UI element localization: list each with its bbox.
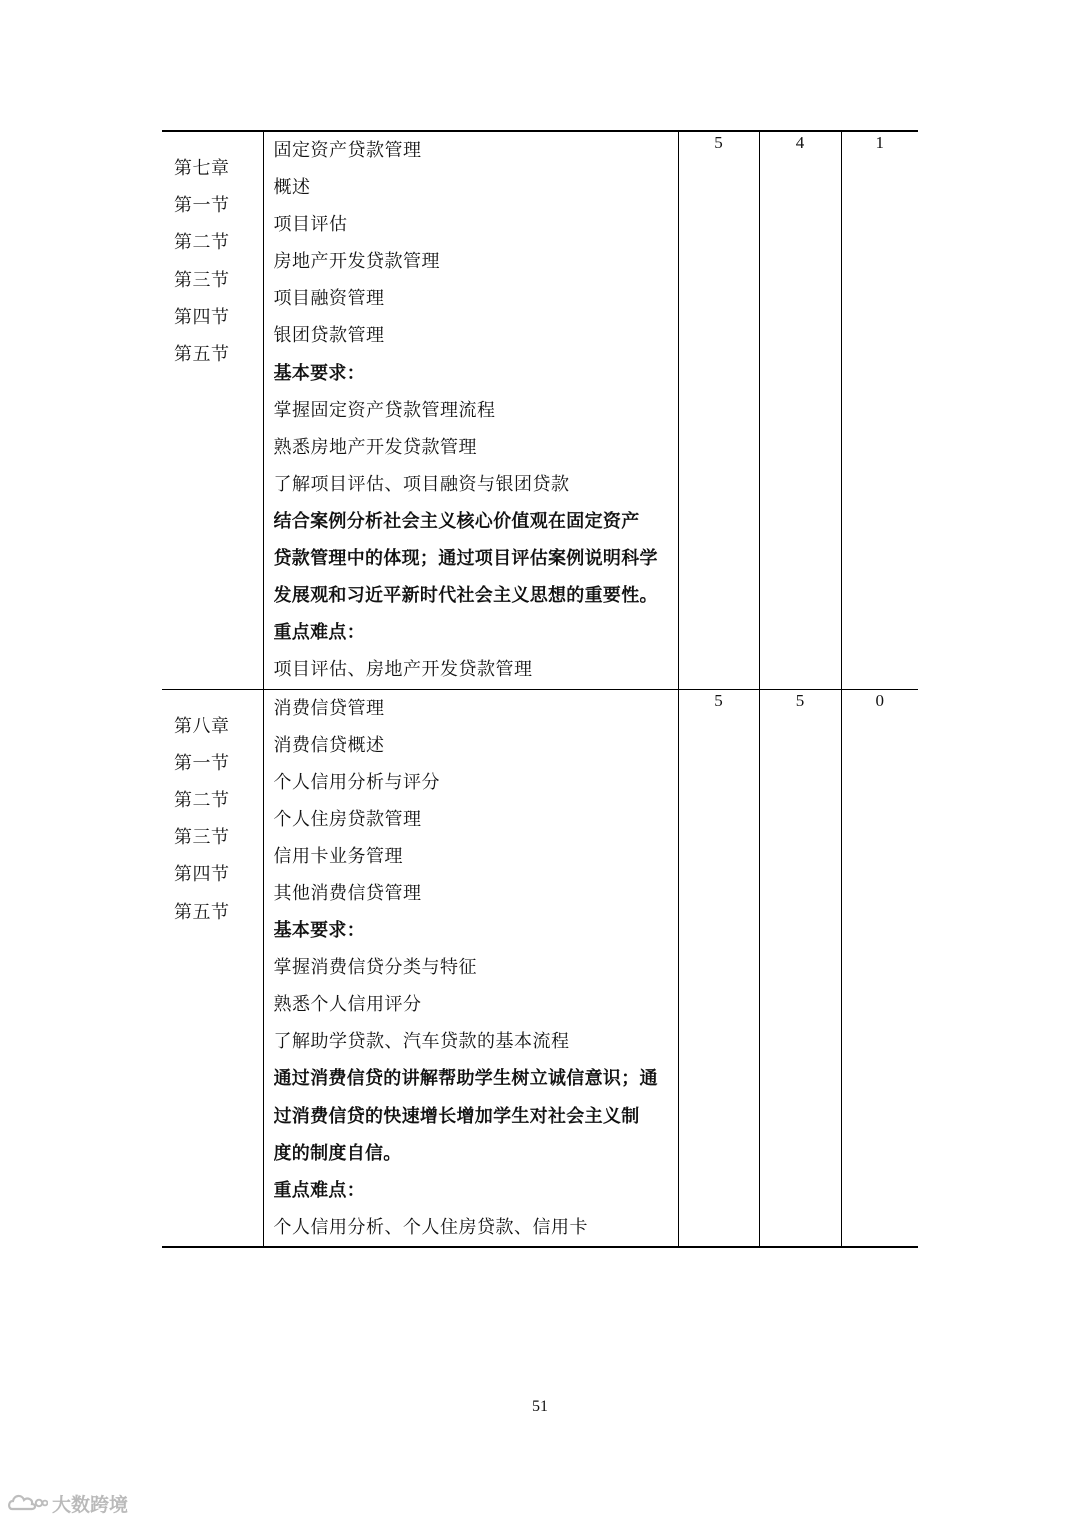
ideology-line: 发展观和习近平新时代社会主义思想的重要性。 (273, 585, 658, 607)
watermark (8, 1488, 128, 1518)
section-label: 第二节 (174, 232, 230, 254)
section-label: 第一节 (174, 752, 230, 774)
value-cell: 5 (678, 131, 759, 689)
requirement-item: 掌握消费信贷分类与特征 (273, 957, 477, 979)
ideology-line: 过消费信贷的快速增长增加学生对社会主义制 (273, 1105, 640, 1127)
value-cell: 4 (759, 131, 841, 689)
section-title: 概述 (273, 177, 311, 199)
ideology-line: 度的制度自信。 (273, 1142, 402, 1164)
watermark-text: 大数跨境 (52, 1493, 129, 1516)
chapter-title: 固定资产贷款管理 (273, 140, 422, 161)
content-cell (263, 131, 678, 689)
outline-cell (162, 131, 263, 689)
section-label: 第一节 (174, 195, 230, 217)
ideology-line: 贷款管理中的体现；通过项目评估案例说明科学 (273, 548, 658, 570)
chapter-title: 消费信贷管理 (273, 697, 385, 719)
value-cell: 1 (841, 131, 918, 689)
section-title: 个人住房贷款管理 (273, 808, 422, 830)
requirement-item: 掌握固定资产贷款管理流程 (273, 399, 496, 421)
section-label: 第三节 (174, 827, 230, 849)
section-label: 第四节 (174, 306, 230, 328)
key-points-text: 项目评估、房地产开发贷款管理 (273, 659, 533, 681)
requirement-item: 熟悉个人信用评分 (273, 994, 422, 1016)
value-cell: 5 (678, 689, 759, 1247)
section-label: 第二节 (174, 789, 230, 811)
section-label: 第五节 (174, 344, 230, 366)
section-title: 其他消费信贷管理 (273, 882, 422, 904)
key-points-heading: 重点难点： (273, 1179, 365, 1201)
section-label: 第四节 (174, 864, 230, 886)
outline-cell (162, 689, 263, 1247)
section-title: 项目评估 (273, 214, 348, 236)
syllabus-table (162, 130, 918, 1248)
section-title: 信用卡业务管理 (273, 845, 403, 867)
requirements-heading: 基本要求： (273, 362, 365, 384)
key-points-text: 个人信用分析、个人住房贷款、信用卡 (273, 1216, 588, 1238)
content-cell (263, 689, 678, 1247)
section-label: 第五节 (174, 901, 230, 923)
section-title: 银团贷款管理 (273, 325, 385, 347)
section-label: 第三节 (174, 269, 230, 291)
value-cell: 0 (841, 689, 918, 1247)
section-title: 房地产开发贷款管理 (273, 251, 440, 273)
cloud-logo-icon (8, 1491, 48, 1515)
key-points-heading: 重点难点： (273, 622, 365, 644)
page-number: 51 (532, 1398, 548, 1415)
section-title: 个人信用分析与评分 (273, 771, 440, 793)
ideology-line: 通过消费信贷的讲解帮助学生树立诚信意识；通 (273, 1068, 658, 1090)
requirements-heading: 基本要求： (273, 920, 365, 942)
requirement-item: 熟悉房地产开发贷款管理 (273, 436, 477, 458)
chapter-label: 第八章 (174, 715, 230, 737)
requirement-item: 了解助学贷款、汽车贷款的基本流程 (273, 1031, 570, 1053)
value-cell: 5 (759, 689, 841, 1247)
ideology-line: 结合案例分析社会主义核心价值观在固定资产 (273, 510, 640, 532)
requirement-item: 了解项目评估、项目融资与银团贷款 (273, 473, 570, 495)
section-title: 项目融资管理 (273, 288, 385, 310)
chapter-label: 第七章 (174, 158, 230, 179)
table-row-chapter-7 (162, 131, 918, 689)
section-title: 消费信贷概述 (273, 734, 385, 756)
table-row-chapter-8 (162, 689, 918, 1247)
